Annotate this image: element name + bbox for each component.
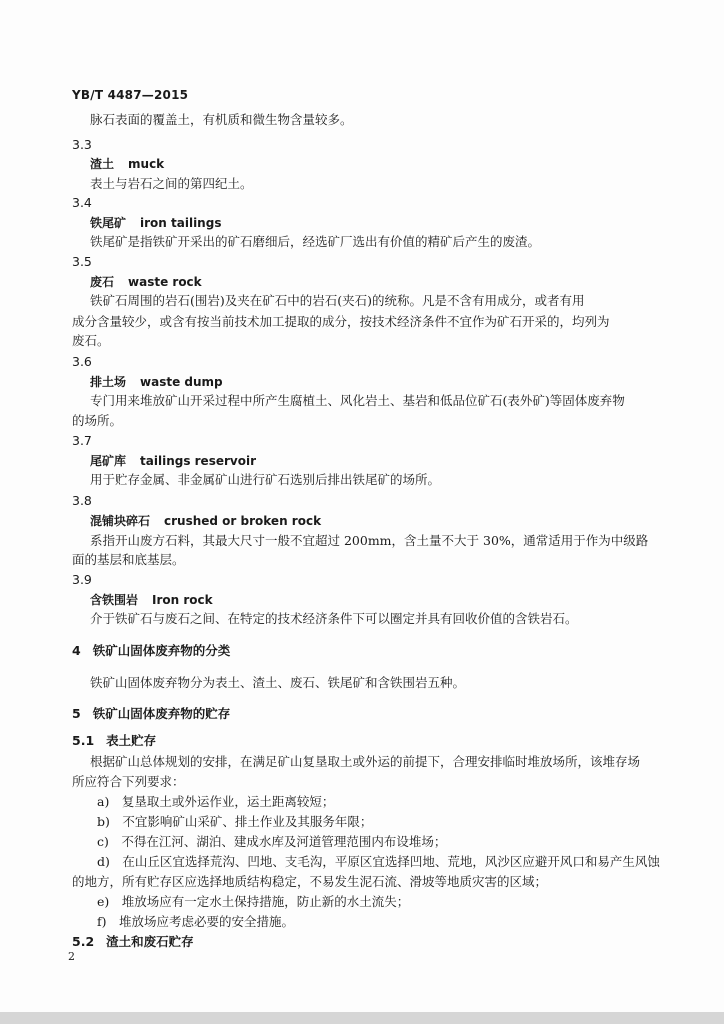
list-item: f) 堆放场应考虑必要的安全措施。 xyxy=(97,914,295,929)
clause-number: 3.7 xyxy=(72,433,92,448)
term-english: tailings reservoir xyxy=(140,454,256,468)
text-line: 面的基层和底基层。 xyxy=(72,552,185,567)
text-line: 用于贮存金属、非金属矿山进行矿石选别后排出铁尾矿的场所。 xyxy=(90,472,441,487)
term-heading xyxy=(90,274,202,290)
term-english: Iron rock xyxy=(152,593,213,607)
text-line: 所应符合下列要求： xyxy=(72,774,185,789)
text-line: 铁矿石周围的岩石(围岩)及夹在矿石中的岩石(夹石)的统称。凡是不含有用成分，或者有用 xyxy=(90,293,585,308)
term-heading xyxy=(90,374,223,390)
term-english: iron tailings xyxy=(140,216,222,230)
text-line: 表土与岩石之间的第四纪土。 xyxy=(90,176,253,191)
scan-bottom-border xyxy=(0,1012,724,1024)
section-heading xyxy=(72,643,230,659)
clause-number: 3.4 xyxy=(72,195,92,210)
list-item: d) 在山丘区宜选择荒沟、凹地、支毛沟，平原区宜选择凹地、荒地，风沙区应避开风口和易产生风蚀 xyxy=(97,854,660,869)
clause-number: 3.6 xyxy=(72,354,92,369)
list-item: b) 不宜影响矿山采矿、排土作业及其服务年限； xyxy=(97,814,373,829)
term-chinese: 废石 xyxy=(90,275,115,289)
list-item-continuation: 的地方，所有贮存区应选择地质结构稳定，不易发生泥石流、滑坡等地质灾害的区域； xyxy=(72,874,548,889)
list-item: e) 堆放场应有一定水土保持措施，防止新的水土流失； xyxy=(97,894,410,909)
subsection-title: 表土贮存 xyxy=(106,733,157,748)
clause-number: 3.8 xyxy=(72,493,92,508)
list-item: a) 复垦取土或外运作业，运土距离较短； xyxy=(97,794,335,809)
text-line: 根据矿山总体规划的安排，在满足矿山复垦取土或外运的前提下，合理安排临时堆放场所，该堆存场 xyxy=(90,754,641,769)
section-number: 5 xyxy=(72,706,81,721)
term-heading xyxy=(90,156,164,172)
term-chinese: 渣土 xyxy=(90,157,115,171)
clause-number: 3.9 xyxy=(72,572,92,587)
term-chinese: 铁尾矿 xyxy=(90,216,127,230)
text-line: 废石。 xyxy=(72,333,110,348)
term-chinese: 排土场 xyxy=(90,375,127,389)
term-heading xyxy=(90,592,213,608)
term-chinese: 混铺块碎石 xyxy=(90,514,151,528)
text-line: 铁矿山固体废弃物分为表土、渣土、废石、铁尾矿和含铁围岩五种。 xyxy=(90,675,466,690)
page-number: 2 xyxy=(68,950,75,963)
list-item: c) 不得在江河、湖泊、建成水库及河道管理范围内布设堆场； xyxy=(97,834,447,849)
subsection-title: 渣土和废石贮存 xyxy=(106,934,194,949)
clause-number: 3.3 xyxy=(72,137,92,152)
term-chinese: 含铁围岩 xyxy=(90,593,139,607)
text-line: 铁尾矿是指铁矿开采出的矿石磨细后，经选矿厂选出有价值的精矿后产生的废渣。 xyxy=(90,234,541,249)
term-english: crushed or broken rock xyxy=(164,514,322,528)
term-english: waste rock xyxy=(128,275,202,289)
term-heading xyxy=(90,513,321,529)
section-number: 4 xyxy=(72,643,81,658)
text-line: 介于铁矿石与废石之间、在特定的技术经济条件下可以圈定并具有回收价值的含铁岩石。 xyxy=(90,611,578,626)
subsection-number: 5.2 xyxy=(72,934,95,949)
term-chinese: 尾矿库 xyxy=(90,454,127,468)
text-line: 的场所。 xyxy=(72,413,123,428)
text-line: 系指开山废方石料，其最大尺寸一般不宜超过 200mm，含土量不大于 30%，通常适用于作为中级路 xyxy=(90,533,649,548)
document-id: YB/T 4487—2015 xyxy=(72,88,189,102)
term-english: muck xyxy=(128,157,165,171)
term-heading xyxy=(90,215,221,231)
text-line: 专门用来堆放矿山开采过程中所产生腐植土、风化岩土、基岩和低品位矿石(表外矿)等固体废弃物 xyxy=(90,393,625,408)
term-heading xyxy=(90,453,256,469)
text-line: 脉石表面的覆盖土，有机质和微生物含量较多。 xyxy=(90,112,353,127)
clause-number: 3.5 xyxy=(72,254,92,269)
term-english: waste dump xyxy=(140,375,223,389)
section-title: 铁矿山固体废弃物的分类 xyxy=(92,643,231,658)
section-heading xyxy=(72,706,230,722)
subsection-heading xyxy=(72,934,194,950)
section-title: 铁矿山固体废弃物的贮存 xyxy=(92,706,231,721)
subsection-heading xyxy=(72,733,156,749)
text-line: 成分含量较少，或含有按当前技术加工提取的成分，按技术经济条件不宜作为矿石开采的，均列为 xyxy=(72,314,610,329)
subsection-number: 5.1 xyxy=(72,733,95,748)
